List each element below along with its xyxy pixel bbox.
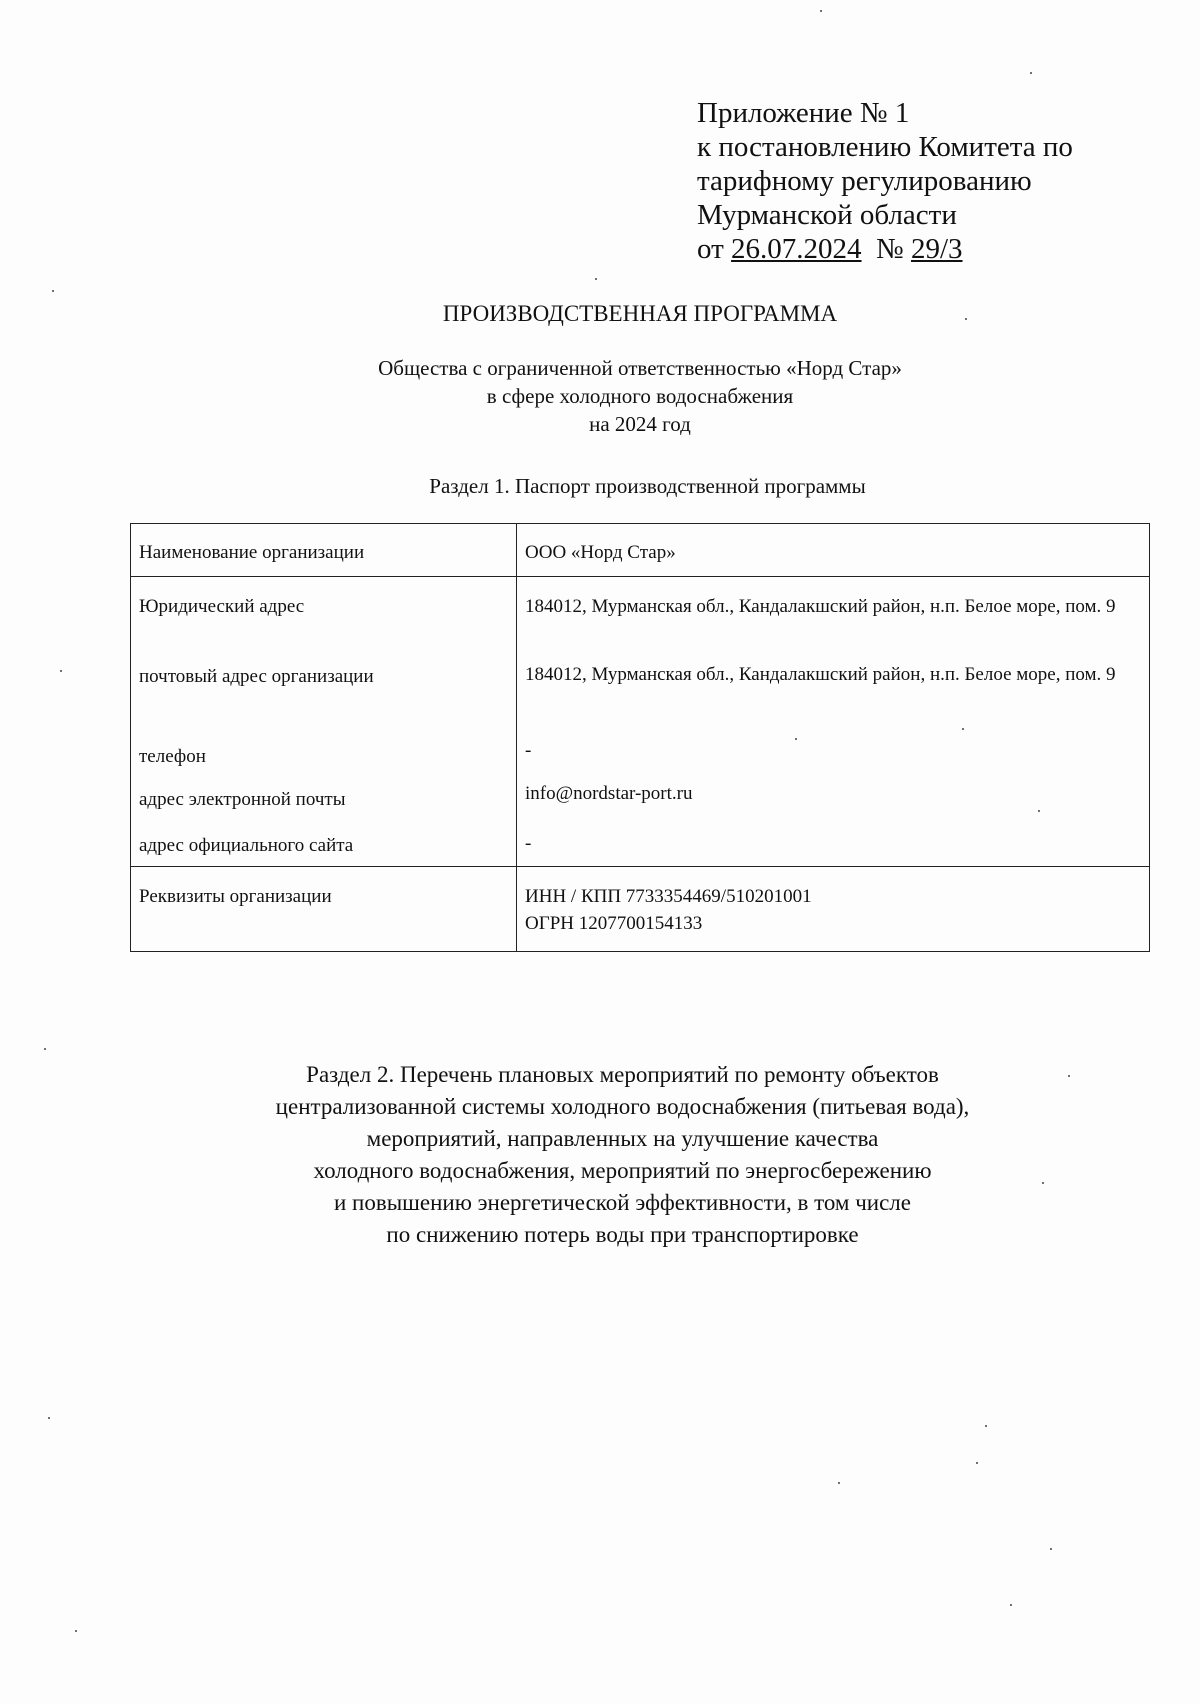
scan-speck <box>1030 72 1032 74</box>
requisites-value <box>517 867 1150 952</box>
scan-speck <box>965 318 967 320</box>
section-2-line-1: Раздел 2. Перечень плановых мероприятий по ремонту объектов <box>306 1062 939 1087</box>
appendix-line-4: Мурманской области <box>697 199 957 231</box>
email-label: адрес электронной почты <box>131 780 517 830</box>
legal-address-label: Юридический адрес <box>131 577 517 662</box>
appendix-header <box>697 96 1167 266</box>
scan-speck <box>60 670 62 672</box>
scan-speck <box>595 278 597 280</box>
site-label: адрес официального сайта <box>131 830 517 867</box>
number-prefix: № <box>876 233 911 265</box>
resolution-date: 26.07.2024 <box>731 233 862 265</box>
section-2-line-2: централизованной системы холодного водоснабжения (питьевая вода), <box>275 1094 970 1119</box>
resolution-number: 29/3 <box>910 233 963 265</box>
phone-value: - <box>517 733 1150 780</box>
document-title: ПРОИЗВОДСТВЕННАЯ ПРОГРАММА <box>442 301 838 326</box>
scan-speck <box>44 1048 46 1050</box>
scan-speck <box>795 738 797 740</box>
site-value: - <box>517 830 1150 867</box>
subtitle-line-2: в сфере холодного водоснабжения <box>486 384 794 408</box>
section-2-line-3: мероприятий, направленных на улучшение качества <box>366 1126 879 1151</box>
appendix-line-3: тарифному регулированию <box>697 165 1032 197</box>
scan-speck <box>820 10 822 12</box>
section-2-title <box>0 1059 1200 1251</box>
section-2-line-4: холодного водоснабжения, мероприятий по энергосбережению <box>313 1158 932 1183</box>
section-1-title: Раздел 1. Паспорт производственной программы <box>429 474 866 498</box>
table-row <box>131 867 1150 952</box>
postal-address-label: почтовый адрес организации <box>131 661 517 733</box>
postal-address-value: 184012, Мурманская обл., Кандалакшский район, н.п. Белое море, пом. 9 <box>517 661 1150 733</box>
section-2-line-6: по снижению потерь воды при транспортировке <box>386 1222 859 1247</box>
scan-speck <box>1042 1182 1044 1184</box>
phone-label: телефон <box>131 733 517 780</box>
requisites-label: Реквизиты организации <box>131 867 517 952</box>
inn-kpp: ИНН / КПП 7733354469/510201001 <box>525 886 812 907</box>
scan-speck <box>1038 810 1040 812</box>
subtitle-line-3: на 2024 год <box>589 412 691 436</box>
appendix-line-2: к постановлению Комитета по <box>697 131 1073 163</box>
email-value: info@nordstar-port.ru <box>517 780 1150 830</box>
table-row <box>131 577 1150 662</box>
section-2-line-5: и повышению энергетической эффективности, в том числе <box>333 1190 911 1215</box>
scan-speck <box>962 728 964 730</box>
ogrn: ОГРН 1207700154133 <box>525 913 703 934</box>
org-name-label: Наименование организации <box>131 524 517 577</box>
scan-speck <box>985 1425 987 1427</box>
table-row <box>131 780 1150 830</box>
table-row <box>131 524 1150 577</box>
scan-speck <box>48 1417 50 1419</box>
scan-speck <box>1010 1604 1012 1606</box>
scan-speck <box>1068 1075 1070 1077</box>
appendix-date-line <box>697 232 1167 266</box>
scan-speck <box>75 1630 77 1632</box>
table-row <box>131 661 1150 733</box>
appendix-line-1: Приложение № 1 <box>697 97 910 129</box>
scan-speck <box>976 1462 978 1464</box>
document-subtitle <box>0 354 1200 438</box>
subtitle-line-1: Общества с ограниченной ответственностью «Норд Стар» <box>378 356 902 380</box>
scan-speck <box>838 1482 840 1484</box>
org-name-value: ООО «Норд Стар» <box>517 524 1150 577</box>
scan-speck <box>52 290 54 292</box>
table-row <box>131 830 1150 867</box>
passport-table <box>130 523 1150 952</box>
legal-address-value: 184012, Мурманская обл., Кандалакшский район, н.п. Белое море, пом. 9 <box>517 577 1150 662</box>
scan-speck <box>1050 1548 1052 1550</box>
date-prefix: от <box>697 233 732 265</box>
table-row <box>131 733 1150 780</box>
